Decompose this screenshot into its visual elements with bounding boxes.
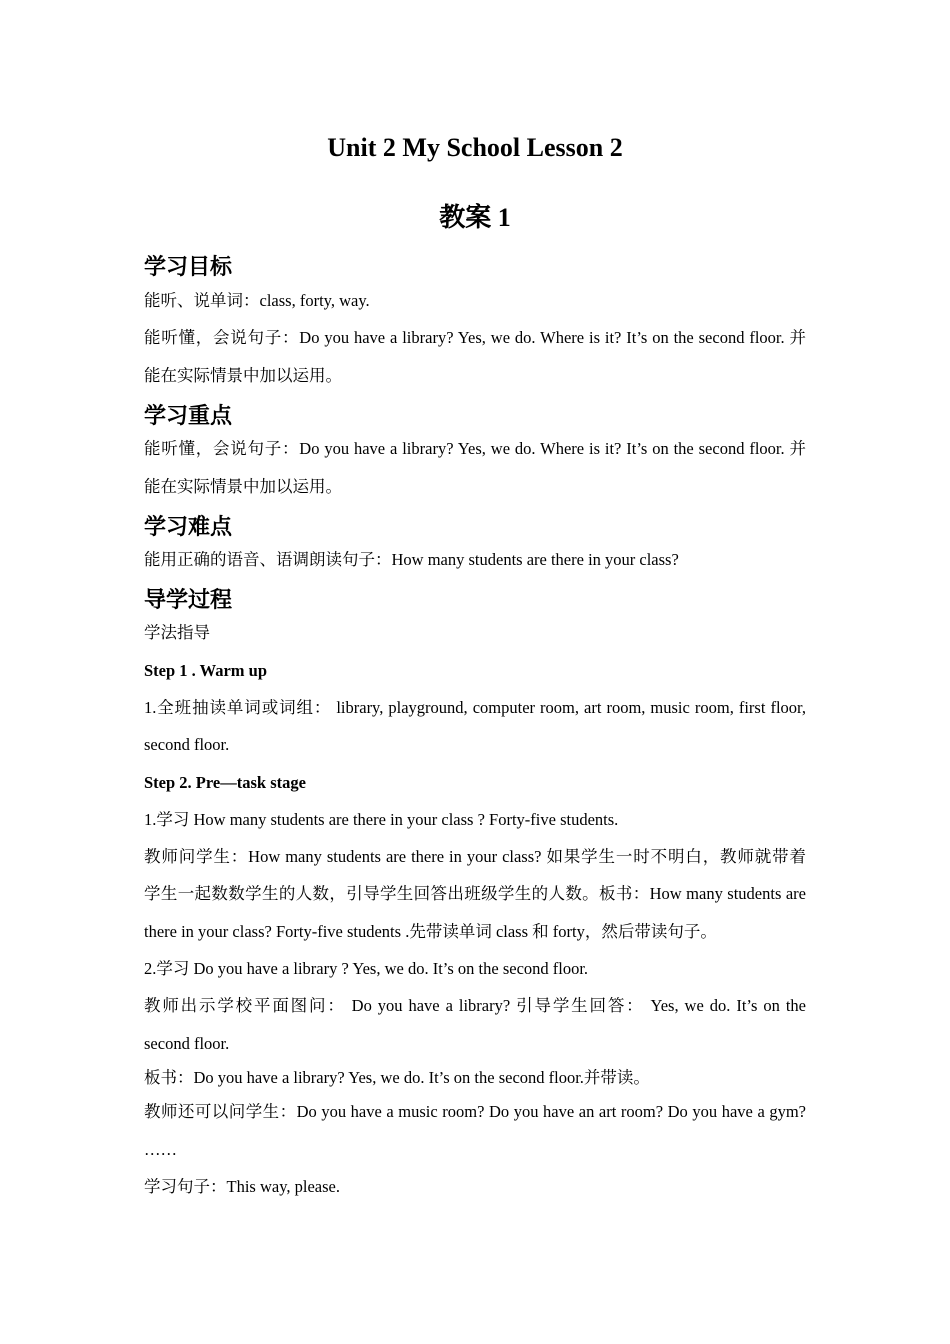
- process-line: 板书：Do you have a library? Yes, we do. It’s on the second floor.并带读。: [144, 1068, 650, 1087]
- process-line: 1.全班抽读单词或词组： library, playground, computer room, art room, music room, first floor,: [144, 698, 806, 717]
- objectives-line: 能听懂，会说句子：Do you have a library? Yes, we do. Where is it? It’s on the second floor. 并: [144, 328, 806, 347]
- process-heading: 导学过程: [144, 588, 233, 613]
- process-line: 学法指导: [144, 623, 210, 642]
- objectives-line: 能听、说单词：class, forty, way.: [144, 291, 370, 310]
- key-points-heading: 学习重点: [144, 404, 233, 429]
- objectives-line: 能在实际情景中加以运用。: [144, 366, 342, 385]
- process-line: 2.学习 Do you have a library ? Yes, we do. It’s on the second floor.: [144, 959, 589, 978]
- process-line: ……: [144, 1140, 177, 1159]
- document-subtitle: 教案 1: [439, 203, 511, 232]
- key-points-line: 能在实际情景中加以运用。: [144, 477, 342, 496]
- process-line: 教师还可以问学生：Do you have a music room? Do you have an art room? Do you have a gym?: [144, 1102, 806, 1121]
- process-line: second floor.: [144, 1034, 230, 1053]
- objectives-heading: 学习目标: [144, 255, 233, 280]
- difficulties-line: 能用正确的语音、语调朗读句子：How many students are there in your class?: [144, 550, 679, 569]
- process-line: 1.学习 How many students are there in your class ? Forty-five students.: [144, 810, 619, 829]
- process-line: 学习句子：This way, please.: [144, 1177, 340, 1196]
- process-line: 教师问学生：How many students are there in your class? 如果学生一时不明白，教师就带着: [144, 847, 806, 866]
- step-heading: Step 2. Pre—task stage: [144, 773, 306, 792]
- process-line: 教师出示学校平面图问： Do you have a library? 引导学生回答： Yes, we do. It’s on the: [144, 996, 806, 1015]
- step-heading: Step 1 . Warm up: [144, 661, 268, 680]
- difficulties-heading: 学习难点: [144, 515, 233, 540]
- key-points-line: 能听懂，会说句子：Do you have a library? Yes, we do. Where is it? It’s on the second floor. 并: [144, 439, 806, 458]
- process-line: second floor.: [144, 735, 230, 754]
- process-line: 学生一起数数学生的人数，引导学生回答出班级学生的人数。板书：How many students are: [144, 884, 806, 903]
- document-title: Unit 2 My School Lesson 2: [327, 133, 623, 162]
- process-line: there in your class? Forty-five students .先带读单词 class 和 forty，然后带读句子。: [144, 922, 717, 941]
